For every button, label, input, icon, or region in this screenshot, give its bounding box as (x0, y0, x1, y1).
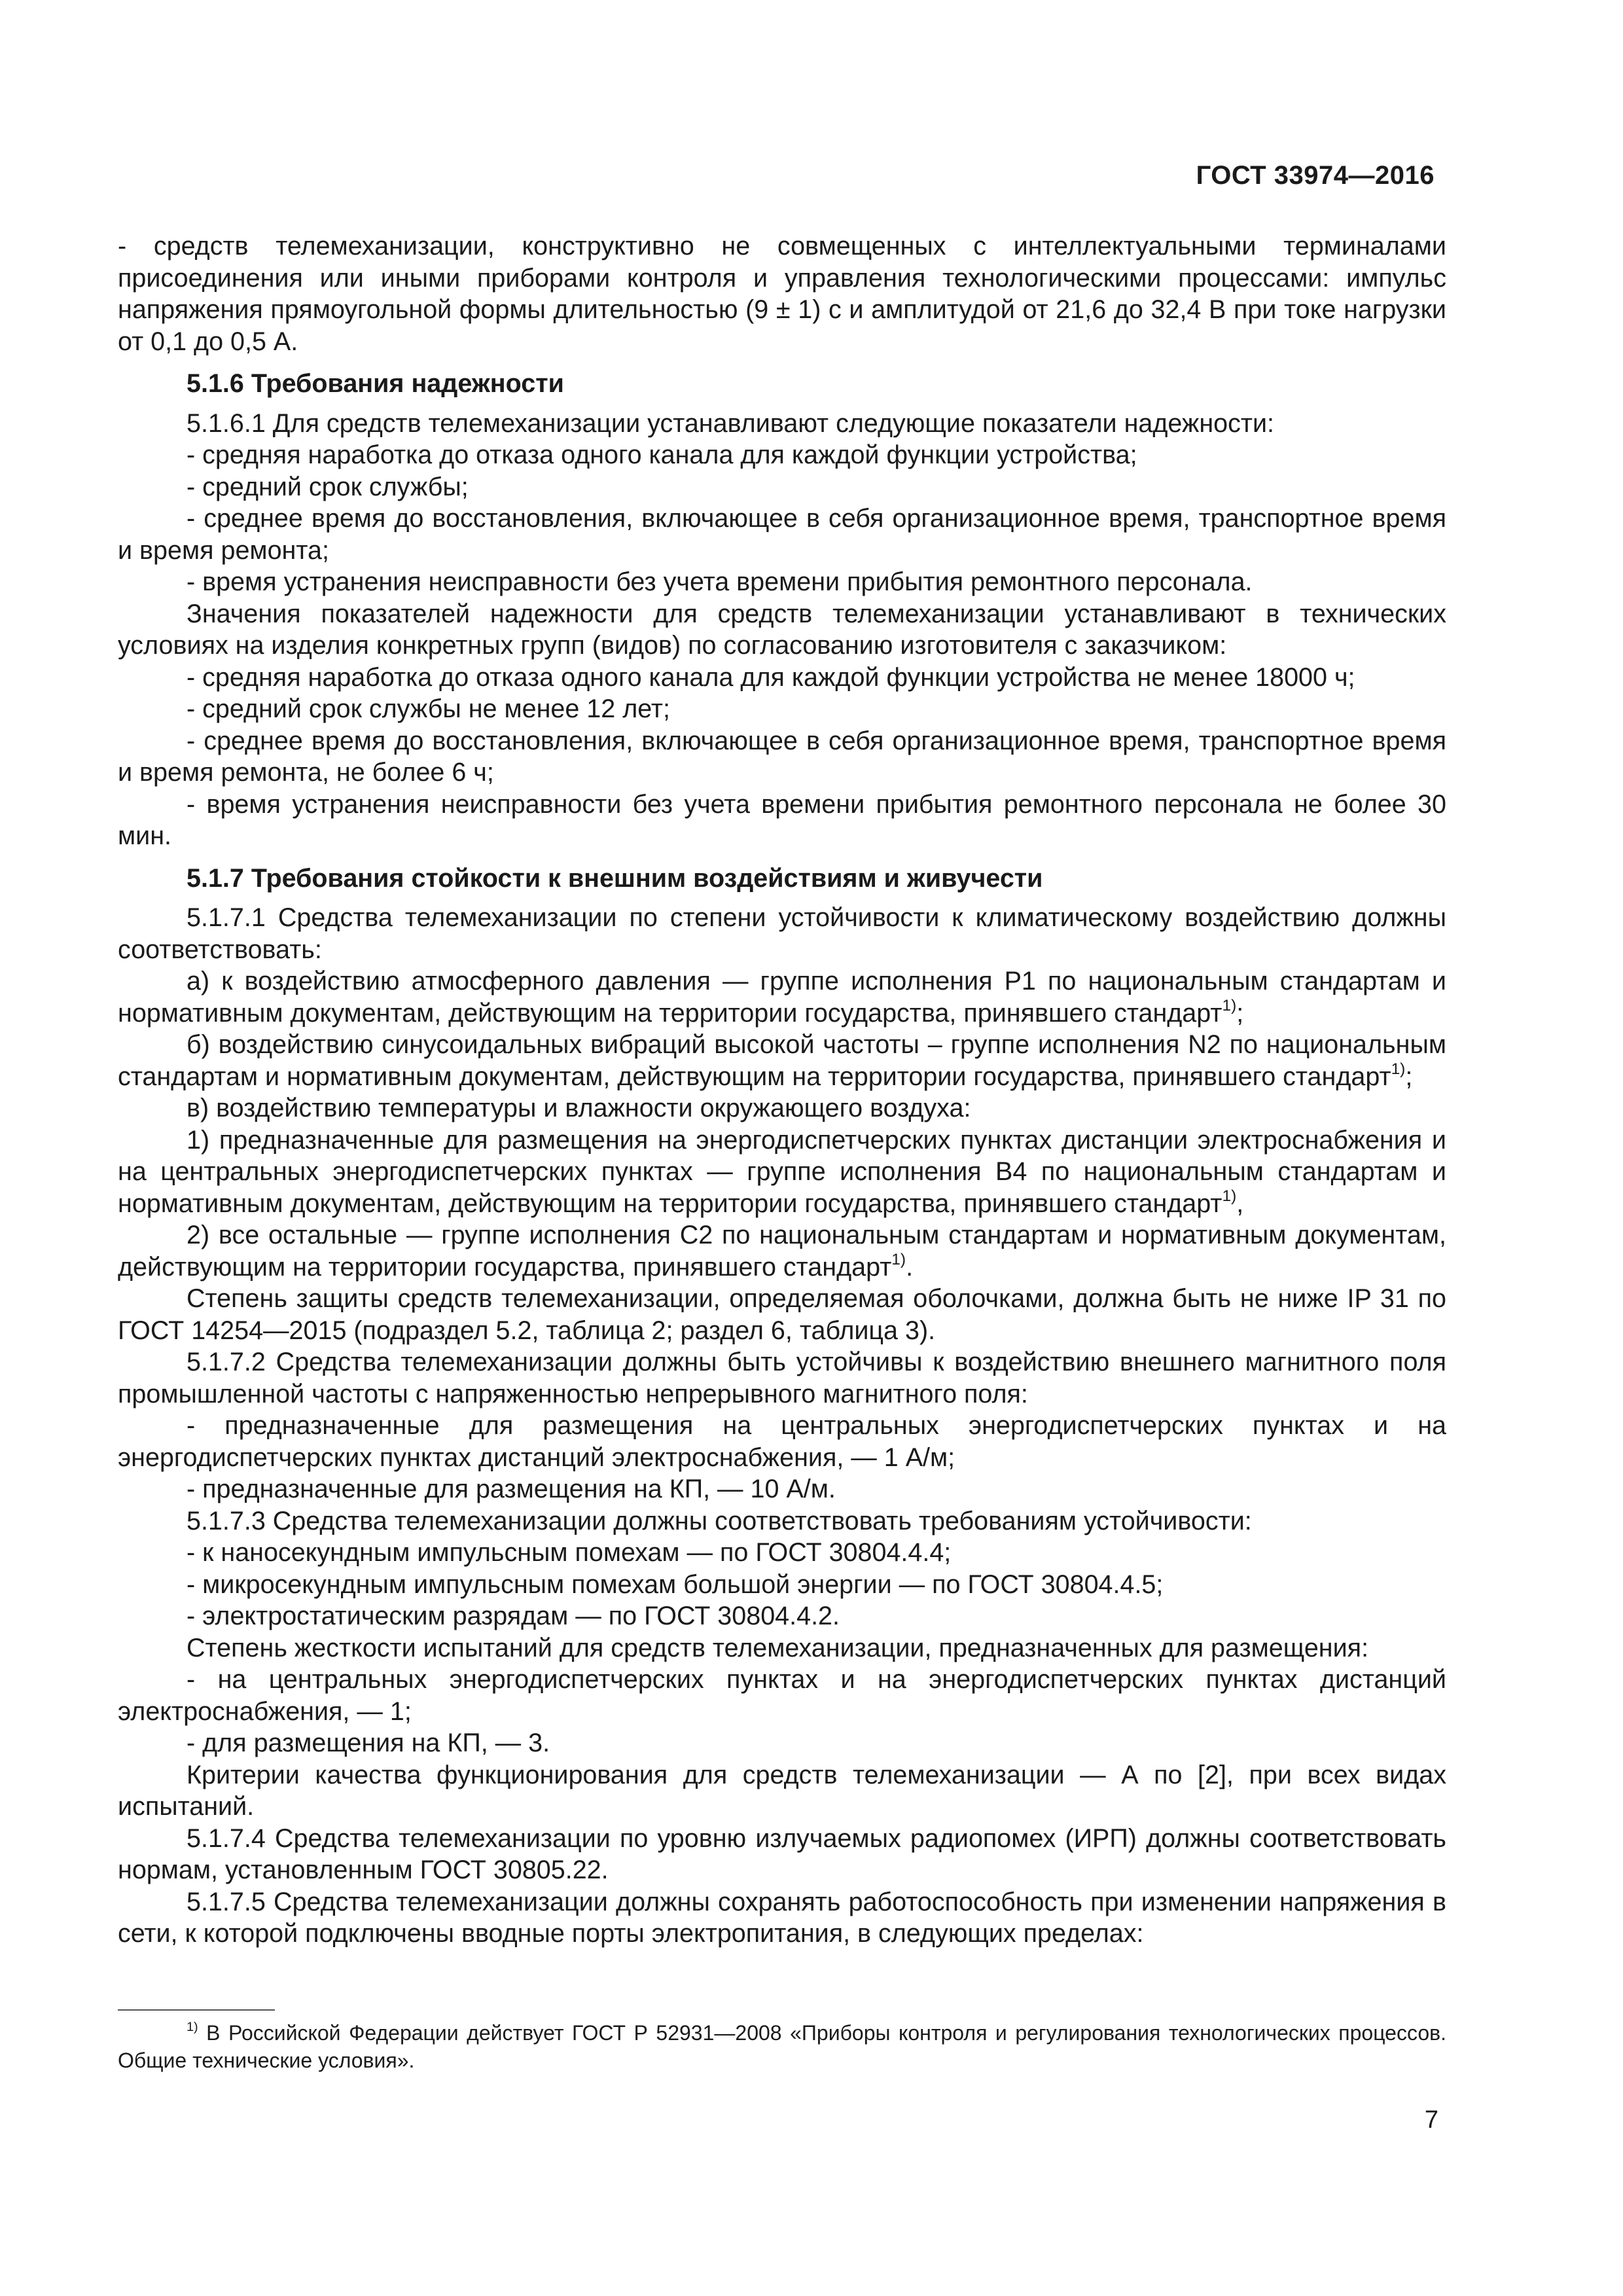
paragraph (118, 1219, 1446, 1283)
paragraph-text: 5.1.7.3 Средства телемеханизации должны соответствовать требованиям устойчивости: (187, 1506, 1252, 1535)
standard-code-header: ГОСТ 33974—2016 (1196, 161, 1435, 190)
paragraph (118, 1473, 1446, 1505)
paragraph (118, 1410, 1446, 1473)
paragraph (118, 1886, 1446, 1950)
footnote-ref: 1) (1222, 996, 1237, 1014)
paragraph-text: - среднее время до восстановления, включающее в себя организационное время, транспортное время и время ремонта, не более 6 ч; (118, 726, 1446, 787)
paragraph-text: - предназначенные для размещения на КП, — 10 А/м. (187, 1475, 836, 1503)
footnote-marker: 1) (187, 2020, 198, 2035)
punctuation: . (906, 1252, 914, 1282)
paragraph (118, 1632, 1446, 1664)
paragraph (118, 503, 1446, 566)
paragraph (118, 902, 1446, 965)
paragraph (118, 566, 1446, 598)
paragraph (118, 1283, 1446, 1346)
paragraph (118, 471, 1446, 503)
paragraph-text: - время устранения неисправности без учета времени прибытия ремонтного персонала не более 30 мин. (118, 789, 1446, 850)
paragraph (118, 1664, 1446, 1727)
paragraph-text: 5.1.6.1 Для средств телемеханизации устанавливают следующие показатели надежности: (187, 408, 1275, 438)
document-body (118, 230, 1446, 1950)
paragraph-text: - время устранения неисправности без учета времени прибытия ремонтного персонала. (187, 567, 1253, 596)
paragraph-text: в) воздействию температуры и влажности окружающего воздуха: (187, 1094, 971, 1122)
paragraph-text: - для размещения на КП, — 3. (187, 1729, 550, 1757)
paragraph (118, 230, 1446, 357)
paragraph (118, 1823, 1446, 1886)
paragraph-text: Степень жесткости испытаний для средств телемеханизации, предназначенных для размещения: (187, 1633, 1369, 1662)
paragraph (118, 439, 1446, 471)
paragraph-text: б) воздействию синусоидальных вибраций высокой частоты – группе исполнения N2 по национальным стандартам и нормативным документам, действующим на территории государства, принявшего стандарт (118, 1030, 1446, 1091)
paragraph-text: Значения показателей надежности для средств телемеханизации устанавливают в технических условиях на изделия конкретных групп (видов) по согласованию изготовителя с заказчиком: (118, 599, 1446, 660)
footnote-ref: 1) (891, 1250, 906, 1268)
paragraph (118, 1505, 1446, 1537)
paragraph-text: - средний срок службы не менее 12 лет; (187, 694, 670, 723)
paragraph-text: а) к воздействию атмосферного давления — группе исполнения Р1 по национальным стандартам и нормативным документам, действующим на территории государства, принявшего стандарт (118, 967, 1446, 1028)
paragraph (118, 1759, 1446, 1823)
footnote-divider (118, 2009, 275, 2011)
paragraph-text: 2) все остальные — группе исполнения С2 по национальным стандартам и нормативным документам, действующим на территории государства, принявшего стандарт (118, 1221, 1446, 1282)
paragraph (118, 1727, 1446, 1759)
paragraph-text: 5.1.6 Требования надежности (187, 369, 564, 398)
paragraph (118, 1537, 1446, 1569)
paragraph (118, 965, 1446, 1029)
paragraph (118, 1092, 1446, 1124)
paragraph (118, 693, 1446, 725)
paragraph-text: Критерии качества функционирования для средств телемеханизации — А по [2], при всех видах испытаний. (118, 1760, 1446, 1821)
paragraph-text: Степень защиты средств телемеханизации, определяемая оболочками, должна быть не ниже IP 31 по ГОСТ 14254—2015 (подраздел 5.2, таблица 2; раздел 6, таблица 3). (118, 1284, 1446, 1345)
paragraph-text: 5.1.7.2 Средства телемеханизации должны быть устойчивы к воздействию внешнего магнитного поля промышленной частоты с напряженностью непрерывного магнитного поля: (118, 1348, 1446, 1408)
footnote-body: В Российской Федерации действует ГОСТ Р 52931—2008 «Приборы контроля и регулирования технологических процессов. Общие технические условия». (118, 2021, 1446, 2072)
paragraph (118, 1569, 1446, 1601)
paragraph (118, 1124, 1446, 1220)
paragraph (118, 789, 1446, 852)
paragraph-text: 1) предназначенные для размещения на энергодиспетчерских пунктах дистанции электроснабжения и на центральных энергодиспетчерских пунктах — группе исполнения В4 по национальным стандартам и нормативным документам, действующим на территории государства, принявшего стандарт (118, 1125, 1446, 1218)
paragraph (118, 662, 1446, 694)
paragraph-text: 5.1.7 Требования стойкости к внешним воздействиям и живучести (187, 863, 1043, 893)
footnote (118, 2019, 1446, 2074)
paragraph (118, 1600, 1446, 1632)
paragraph (118, 1029, 1446, 1092)
paragraph-text: - на центральных энергодиспетчерских пунктах и на энергодиспетчерских пунктах дистанций электроснабжения, — 1; (118, 1665, 1446, 1726)
paragraph-text: - микросекундным импульсным помехам большой энергии — по ГОСТ 30804.4.5; (187, 1570, 1164, 1599)
paragraph-text: - к наносекундным импульсным помехам — по ГОСТ 30804.4.4; (187, 1538, 952, 1567)
paragraph-text: - предназначенные для размещения на центральных энергодиспетчерских пунктах и на энергодиспетчерских пунктах дистанций электроснабжения, — 1 А/м; (118, 1411, 1446, 1472)
footnote-ref: 1) (1391, 1060, 1406, 1078)
footnote-ref: 1) (1222, 1187, 1237, 1205)
paragraph (118, 1346, 1446, 1410)
paragraph-text: 5.1.7.1 Средства телемеханизации по степени устойчивости к климатическому воздействию должны соответствовать: (118, 903, 1446, 964)
punctuation: ; (1236, 998, 1244, 1028)
footnote-text (118, 2019, 1446, 2074)
paragraph-text: - средств телемеханизации, конструктивно не совмещенных с интеллектуальными терминалами присоединения или иными приборами контроля и управления технологическими процессами: импульс напряжения прямоугольной формы длительностью (9 ± 1) с и амплитудой от 21,6 до 32,4 В при токе нагрузки от 0,1 до 0,5 А. (118, 232, 1446, 356)
punctuation: ; (1405, 1062, 1413, 1091)
paragraph (118, 408, 1446, 440)
paragraph (118, 598, 1446, 662)
paragraph-text: - среднее время до восстановления, включающее в себя организационное время, транспортное время и время ремонта; (118, 504, 1446, 565)
page-number: 7 (1424, 2106, 1438, 2134)
paragraph-text: - электростатическим разрядам — по ГОСТ 30804.4.2. (187, 1602, 840, 1630)
paragraph-text: 5.1.7.4 Средства телемеханизации по уровню излучаемых радиопомех (ИРП) должны соответствовать нормам, установленным ГОСТ 30805.22. (118, 1823, 1446, 1884)
section-heading (118, 863, 1446, 895)
paragraph-text: - средний срок службы; (187, 472, 469, 501)
section-heading (118, 368, 1446, 400)
paragraph-text: - средняя наработка до отказа одного канала для каждой функции устройства не менее 18000 ч; (187, 662, 1355, 692)
punctuation: , (1236, 1189, 1244, 1218)
paragraph (118, 725, 1446, 789)
paragraph-text: 5.1.7.5 Средства телемеханизации должны сохранять работоспособность при изменении напряжения в сети, к которой подключены вводные порты электропитания, в следующих пределах: (118, 1887, 1446, 1948)
paragraph-text: - средняя наработка до отказа одного канала для каждой функции устройства; (187, 440, 1137, 469)
